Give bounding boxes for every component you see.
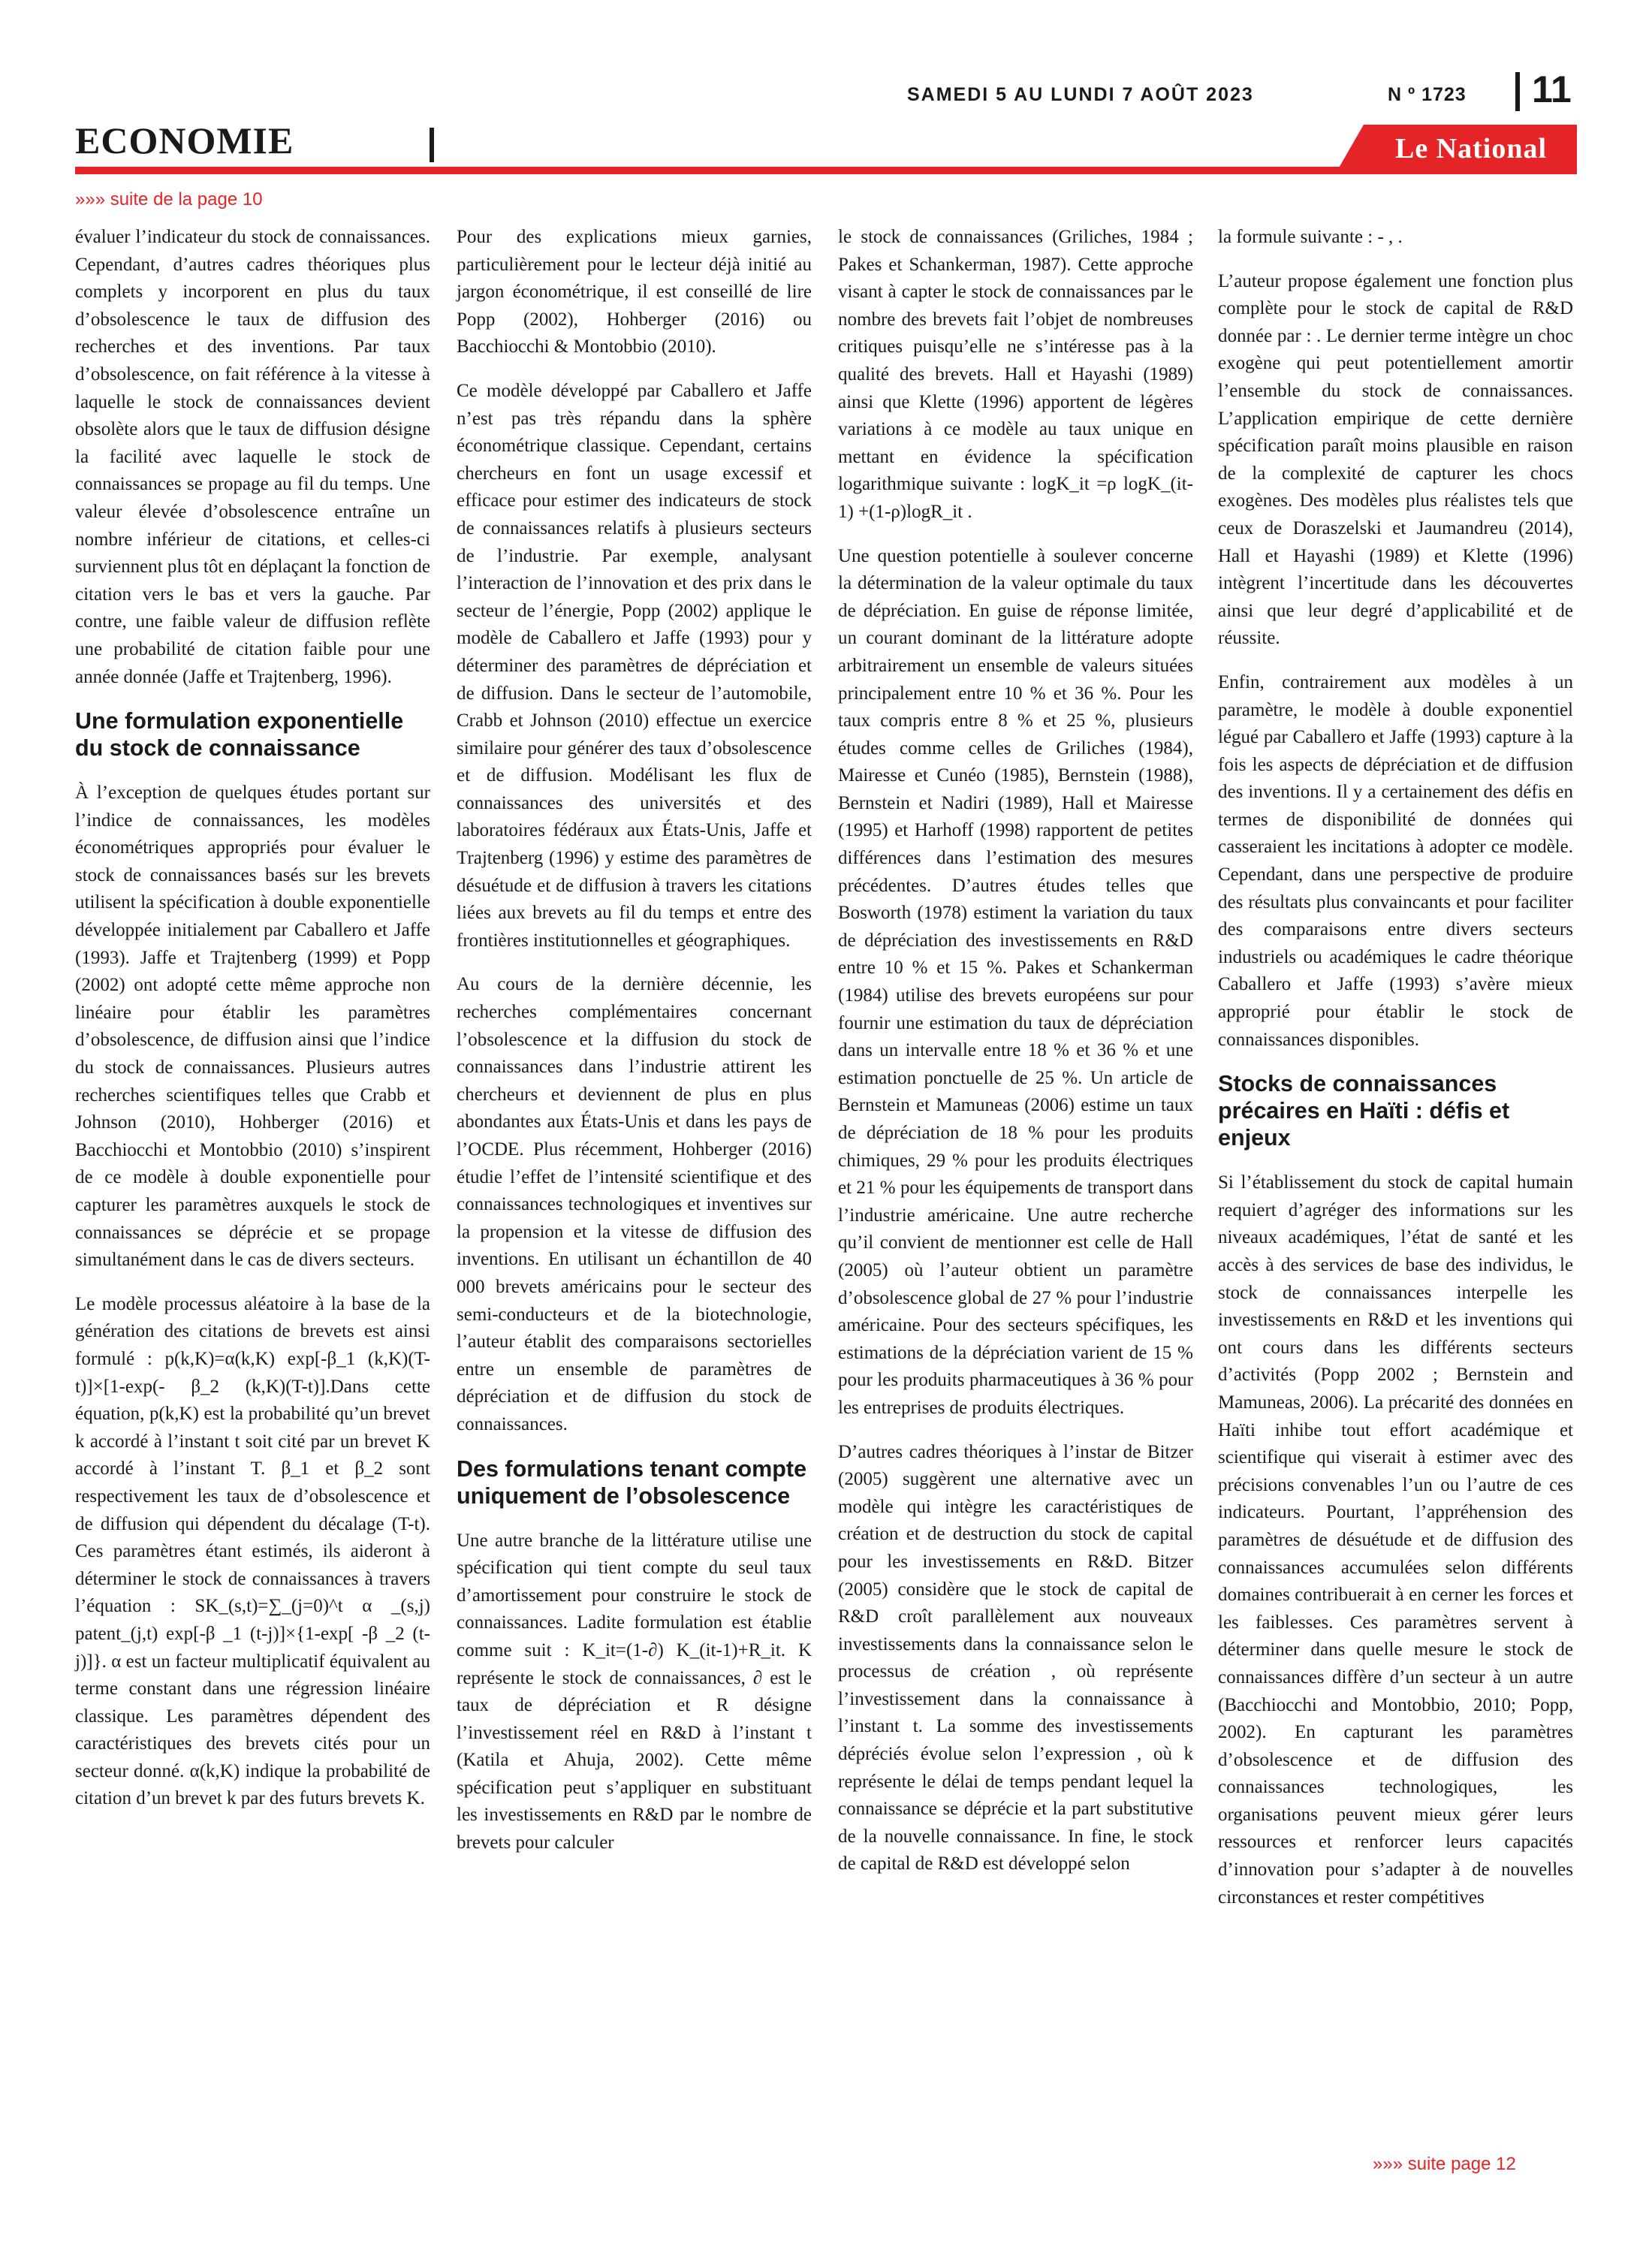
article-paragraph: Si l’établissement du stock de capital humain requiert d’agréger des informations sur les niveaux académiques, l’état de santé et les accès à des services de base des individus, le stock de connaissances interpelle les investissements en R&D et les inventions qui ont cours dans les différents secteurs d’activités (Popp 2002 ; Bernstein and Mamuneas, 2006). La précarité des données en Haïti inhibe tout effort académique et scientifique qui viserait à estimer avec des précisions convenables l’un ou l’autre de ces indicateurs. Pourtant, l’appréhension des paramètres de désuétude et de diffusion des connaissances accumulées selon différents domaines contribuerait à en cerner les forces et les faiblesses. Ces paramètres servent à déterminer dans quelle mesure le stock de connaissances diffère d’un secteur à un autre (Bacchiocchi and Montobbio, 2010; Popp, 2002). En capturant les paramètres d’obsolescence et de diffusion des connaissances technologiques, les organisations peuvent mieux gérer leurs ressources et renforcer leurs capacités d’innovation pour s’adapter à de nouvelles circonstances et rester compétitives	[1218, 1172, 1573, 1908]
article-paragraph: D’autres cadres théoriques à l’instar de Bitzer (2005) suggèrent une alternative avec un modèle qui intègre les caractéristiques de création et de destruction du stock de capital pour les investissements en R&D. Bitzer (2005) considère que le stock de capital de R&D croît parallèlement aux nouveaux investissements dans la connaissance selon le processus de création , où représente l’investissement dans la connaissance à l’instant t. La somme des investissements dépréciés évolue selon l’expression , où k représente le délai de temps pendant lequel la connaissance se déprécie et la part substitutive de la nouvelle connaissance. In fine, le stock de capital de R&D est développé selon	[838, 1441, 1193, 1874]
continued-to-link[interactable]: »»» suite page 12	[1373, 2154, 1516, 2174]
brand-logo: Le National	[1394, 133, 1548, 164]
article-paragraph: le stock de connaissances (Griliches, 1984 ; Pakes et Schankerman, 1987). Cette approche visant à capter le stock de connaissances par le nombre des brevets fait l’objet de nombreuses critiques puisqu’elle ne s’intéresse pas à la qualité des brevets. Hall et Hayashi (1989) ainsi que Klette (1996) apportent de légères variations à ce modèle au taux unique en mettant en évidence la spécification logarithmique suivante : log⁡K_it =ρ log⁡K_(it-1) +(1-ρ)log⁡R_it .	[838, 227, 1193, 522]
article-paragraph: Au cours de la dernière décennie, les recherches complémentaires concernant l’obsolescence et la diffusion du stock de connaissances dans l’industrie attirent les chercheurs et deviennent de plus en plus abondantes aux États-Unis et dans les pays de l’OCDE. Plus récemment, Hohberger (2016) étudie l’effet de l’intensité scientifique et des connaissances technologiques et inventives sur la propension et la vitesse de diffusion des inventions. En utilisant un échantillon de 40 000 brevets américains pour le secteur des semi-conducteurs et de la biotechnologie, l’auteur établit des comparaisons sectorielles entre un ensemble de paramètres de dépréciation et de diffusion du stock de connaissances.	[457, 974, 812, 1434]
article-column-2	[457, 224, 812, 1874]
continued-from-link[interactable]: »»» suite de la page 10	[75, 189, 263, 210]
section-title: ECONOMIE	[75, 119, 294, 161]
article-column-4	[1218, 224, 1573, 1928]
article-paragraph: Enfin, contrairement aux modèles à un paramètre, le modèle à double exponentiel légué par Caballero et Jaffe (1993) capture à la fois les aspects de dépréciation et de diffusion des inventions. Il y a certainement des défis en termes de disponibilité de données qui casseraient les incitations à adopter ce modèle. Cependant, dans une perspective de produire des résultats plus convaincants et pour faciliter des comparaisons entre divers secteurs industriels ou académiques le cadre théorique Caballero et Jaffe (1993) s’avère mieux approprié pour établir le stock de connaissances disponibles.	[1218, 671, 1573, 1050]
article-subheading: Stocks de connaissances précaires en Haïti : défis et enjeux	[1218, 1071, 1510, 1151]
article-subheading: Des formulations tenant compte uniquement de l’obsolescence	[457, 1455, 807, 1509]
article-paragraph: évaluer l’indicateur du stock de connaissances. Cependant, d’autres cadres théoriques plus complets y incorporent en plus du taux d’obsolescence le taux de diffusion des recherches et des inventions. Par taux d’obsolescence, on fait référence à la vitesse à laquelle le stock de connaissances devient obsolète alors que le taux de diffusion désigne la facilité avec laquelle le stock de connaissances se propage au fil du temps. Une valeur élevée d’obsolescence entraîne un nombre inférieur de citations, et celles-ci surviennent plus tôt en déplaçant la fonction de citation vers le bas et vers la gauche. Par contre, une faible valeur de diffusion reflète une probabilité de citation faible pour une année donnée (Jaffe et Trajtenberg, 1996).	[75, 227, 430, 687]
article-paragraph: Ce modèle développé par Caballero et Jaffe n’est pas très répandu dans la sphère économétrique classique. Cependant, certains chercheurs en font un usage excessif et efficace pour estimer des indicateurs de stock de connaissances relatifs à plusieurs secteurs de l’industrie. Par exemple, analysant l’interaction de l’innovation et des prix dans le secteur de l’énergie, Popp (2002) applique le modèle de Caballero et Jaffe (1993) pour y déterminer des paramètres de dépréciation et de diffusion. Dans le secteur de l’automobile, Crabb et Johnson (2010) effectue un exercice similaire pour générer des taux d’obsolescence et de diffusion. Modélisant les flux de connaissances des universités et des laboratoires fédéraux aux États-Unis, Jaffe et Trajtenberg (1996) y estime des paramètres de désuétude et de diffusion à travers les citations liées aux brevets au fil du temps et entre des frontières institutionnelles et géographiques.	[457, 380, 812, 951]
header-rule	[75, 167, 1577, 174]
article-subheading: Une formulation exponentielle du stock de connaissance	[75, 708, 404, 762]
article-paragraph: L’auteur propose également une fonction plus complète pour le stock de capital de R&D donnée par : . Le dernier terme intègre un choc exogène qui peut potentiellement amortir l’ensemble du stock de connaissances. L’application empirique de cette dernière spécification paraît moins plausible en raison de la complexité de capturer les chocs exogènes. Des modèles plus réalistes tels que ceux de Doraszelski et Jaumandreu (2014), Hall et Hayashi (1989) et Klette (1996) intègrent l’incertitude dans les découvertes ainsi que leur degré d’applicabilité et de réussite.	[1218, 270, 1573, 649]
issue-number: N º 1723	[1388, 84, 1467, 105]
section-divider	[430, 128, 434, 162]
page-number-divider	[1515, 72, 1520, 111]
masthead-date: SAMEDI 5 AU LUNDI 7 AOÛT 2023	[907, 84, 1254, 105]
article-column-3	[838, 224, 1193, 1895]
article-paragraph: Une autre branche de la littérature utilise une spécification qui tient compte du seul taux d’amortissement pour construire le stock de connaissances. Ladite formulation est établie comme suit : K_it=(1-∂) K_(it-1)+R_it. K représente le stock de connaissances, ∂ est le taux de dépréciation et R désigne l’investissement réel en R&D à l’instant t (Katila et Ahuja, 2002). Cette même spécification peut s’appliquer en substituant les investissements en R&D par le nombre de brevets pour calculer	[457, 1530, 812, 1853]
article-paragraph: Une question potentielle à soulever concerne la détermination de la valeur optimale du taux de dépréciation. En guise de réponse limitée, un courant dominant de la littérature adopte arbitrairement un ensemble de valeurs situées principalement entre 10 % et 36 %. Pour les taux compris entre 8 % et 25 %, plusieurs études comme celles de Griliches (1984), Mairesse et Cunéo (1985), Bernstein (1988), Bernstein et Nadiri (1989), Hall et Mairesse (1995) et Harhoff (1998) rapportent de petites différences dans l’estimation des mesures précédentes. D’autres études telles que Bosworth (1978) estiment la variation du taux de dépréciation des investissements en R&D entre 10 % et 15 %. Pakes et Schankerman (1984) utilise des brevets européens sur pour fournir une estimation du taux de dépréciation dans un intervalle entre 18 % et 36 % et une estimation ponctuelle de 25 %. Un article de Bernstein et Mamuneas (2006) estime un taux de dépréciation de 18 % pour les produits chimiques, 29 % pour les produits électriques et 21 % pour les équipements de transport dans l’industrie américaine. Une autre recherche qu’il convient de mentionner est celle de Hall (2005) où l’auteur obtient un paramètre d’obsolescence global de 27 % pour l’industrie américaine. Pour des secteurs spécifiques, les estimations de la dépréciation varient de 15 % pour les produits pharmaceutiques à 36 % pour les entreprises de produits électriques.	[838, 545, 1193, 1418]
article-paragraph: la formule suivante : - , .	[1218, 227, 1403, 247]
article-paragraph: Pour des explications mieux garnies, particulièrement pour le lecteur déjà initié au jargon économétrique, il est conseillé de lire Popp (2002), Hohberger (2016) ou Bacchiocchi & Montobbio (2010).	[457, 227, 812, 357]
article-paragraph: À l’exception de quelques études portant sur l’indice de connaissances, les modèles économétriques appropriés pour évaluer le stock de connaissances basés sur les brevets utilisent la spécification à double exponentielle développée initialement par Caballero et Jaffe (1993). Jaffe et Trajtenberg (1999) et Popp (2002) ont adopté cette même approche non linéaire pour établir les paramètres d’obsolescence, de diffusion ainsi que l’indice du stock de connaissances. Plusieurs autres recherches scientifiques telles que Crabb et Johnson (2010), Hohberger (2016) et Bacchiocchi et Montobbio (2010) s’inspirent de ce modèle à double exponentielle pour capturer les paramètres auxquels le stock de connaissances se déprécie et se propage simultanément dans le cas de divers secteurs.	[75, 783, 430, 1271]
article-column-1	[75, 224, 430, 1829]
page-number: 11	[1532, 68, 1572, 110]
article-paragraph: Le modèle processus aléatoire à la base de la génération des citations de brevets est ainsi formulé : p(k,K)=α(k,K) exp[-β_1 (k,K)(T-t)]×[1-exp(- β_2 (k,K)(T-t)].Dans cette équation, p(k,K) est la probabilité qu’un brevet k accordé à l’instant t soit cité par un brevet K accordé à l’instant T. β_1 et β_2 sont respectivement les taux de d’obsolescence et de diffusion qui dépendent du décalage (T-t). Ces paramètres étant estimés, ils aideront à déterminer le stock de connaissances à travers l’équation : SK_(s,t)=∑_(j=0)^t α _(s,j) patent_(j,t) exp[-β _1 (t-j)]×{1-exp[ -β _2 (t-j)]}. α est un facteur multiplicatif équivalent au terme constant dans une régression linéaire classique. Les paramètres dépendent des caractéristiques des brevets cités pour un secteur donné. α(k,K) indique la probabilité de citation d’un brevet k par des futurs brevets K.	[75, 1293, 430, 1809]
